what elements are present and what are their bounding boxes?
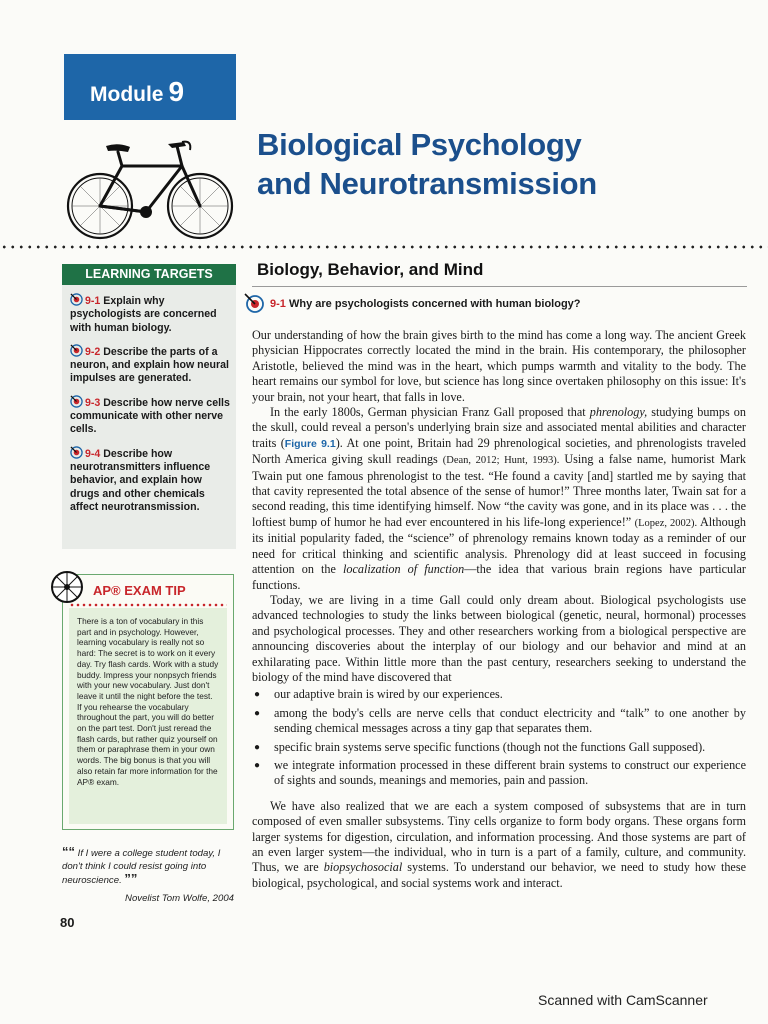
section-rule (252, 286, 747, 287)
section-heading: Biology, Behavior, and Mind (257, 260, 484, 279)
target-icon (70, 344, 83, 357)
target-icon (244, 293, 264, 313)
exam-tip-divider (69, 603, 227, 607)
exam-tip-text: There is a ton of vocabulary in this part and in psychology. However, learning vocabulary is really not so hard: The secret is to work on it every day. Try flash cards. Work with a study buddy. Impress your nonpsych friends with your new vocabulary. Just don't leave it until the night before the test. If you rehearse the vocabulary throughout the part, you will do better on the part test. Don't just reread the flash cards, but rather quiz yourself on them or paraphrase them in your own words. The big bonus is that you will also retain far more information for the AP® exam. (69, 608, 227, 824)
paragraph: Our understanding of how the brain gives birth to the mind has come a long way. The ancient Greek physician Hippocrates correctly located the mind in the brain. His contemporary, the philosopher Aristotle, believed the mind was in the heart, which pumps warmth and vitality to the body. The heart remains our symbol for love, but science has long since overtaken philosophy on this issue: It's your brain, not your heart, that falls in love. (252, 328, 746, 404)
quote-close-mark: ”” (124, 871, 138, 887)
key-term: phrenology, (589, 405, 648, 420)
list-item: ● among the body's cells are nerve cells that conduct electricity and “talk” to one another by sending chemical messages across a tiny gap that separates them. (252, 706, 746, 737)
learning-targets-header: LEARNING TARGETS (62, 264, 236, 285)
bicycle-icon (60, 132, 240, 244)
exam-tip-title: AP® EXAM TIP (93, 583, 186, 598)
quote-attribution: Novelist Tom Wolfe, 2004 (125, 893, 234, 904)
citation: (Lopez, 2002). (634, 517, 698, 529)
paragraph: We have also realized that we are each a system composed of subsystems that are in turn composed of even smaller subsystems. Tiny cells organize to form body organs. These organs form larger systems for digestion, circulation, and information processing. And those systems are part of an even larger system—the individual, who in turn is a part of a family, culture, and community. Thus, we are biopsychosocial systems. To understand our behavior, we need to study how these biological, psychological, and social systems work and interact. (252, 798, 746, 890)
paragraph: In the early 1800s, German physician Franz Gall proposed that phrenology, studying bumps on the skull, could reveal a person's underlying brain size and associated mental abilities and character traits (Figure 9.1). At one point, Britain had 29 phrenological societies, and phrenologists traveled North America giving skull readings (Dean, 2012; Hunt, 1993). Using a false name, humorist Mark Twain put one famous phrenologist to the test. “He found a cavity [and] startled me by saying that that cavity represented the total absence of the sense of humor!” Three months later, Twain sat for a second reading, this time identifying himself. Now “the cavity was gone, and in its place was . . . the loftiest bump of humor he had ever encountered in his life-long experience!” (Lopez, 2002). Although its initial popularity faded, the “science” of phrenology remains known today as a reminder of our need for critical thinking and scientific analysis. Phrenology did at least succeed in focusing attention on the localization of function—the idea that various brain regions have particular functions. (252, 405, 747, 592)
title-line-1: Biological Psychology (257, 127, 582, 162)
list-item: ● we integrate information processed in these different brain systems to construct our experience of sights and sounds, meanings and memories, pain and passion. (252, 758, 746, 789)
target-icon (70, 446, 83, 459)
quote-open-mark: ““ (62, 844, 75, 859)
dotted-divider (0, 245, 768, 249)
bullet-list (252, 687, 746, 788)
scanner-watermark: Scanned with CamScanner (538, 992, 708, 1008)
module-banner (64, 54, 236, 120)
title-line-2: and Neurotransmission (257, 166, 597, 201)
learning-target-question: 9-1 Why are psychologists concerned with human biology? (244, 293, 581, 313)
module-title (257, 125, 597, 203)
figure-reference[interactable]: Figure 9.1 (284, 437, 336, 450)
exam-tip-box (62, 574, 234, 830)
citation: (Dean, 2012; Hunt, 1993). (442, 455, 560, 467)
key-term: biopsychosocial (323, 860, 403, 875)
learning-target-item: 9-2 Describe the parts of a neuron, and explain how neural impulses are generated. (70, 345, 229, 385)
module-label: Module 9 (90, 76, 185, 107)
learning-target-item: 9-3 Describe how nerve cells communicate with other nerve cells. (70, 396, 230, 436)
learning-target-item: 9-1 Explain why psychologists are concerned with human biology. (70, 295, 217, 334)
page-number: 80 (60, 915, 75, 930)
paragraph: Today, we are living in a time Gall could only dream about. Biological psychologists use advanced technologies to study the links between biological (genetic, neural, hormonal) processes and psychological processes. They and other researchers working from a biological perspective are announcing discoveries about the interplay of our biology and our behavior and mind at an exhilarating pace. Within little more than the past century, researchers seeking to understand the biology of the mind have discovered that (252, 592, 746, 684)
body-text (252, 328, 746, 891)
margin-quote: ““ If I were a college student today, I don't think I could resist going into neuroscience. ”” (62, 844, 221, 887)
list-item: ● specific brain systems serve specific functions (though not the functions Gall supposed). (252, 740, 746, 755)
wheel-icon (49, 569, 85, 605)
target-icon (70, 395, 83, 408)
learning-targets-box (62, 285, 236, 549)
learning-target-item: 9-4 Describe how neurotransmitters influence behavior, and explain how drugs and other chemicals affect neurotransmission. (70, 447, 211, 513)
target-icon (70, 293, 83, 306)
list-item: ● our adaptive brain is wired by our experiences. (252, 687, 746, 702)
key-term: localization of function (343, 562, 465, 577)
module-number: 9 (168, 76, 185, 107)
